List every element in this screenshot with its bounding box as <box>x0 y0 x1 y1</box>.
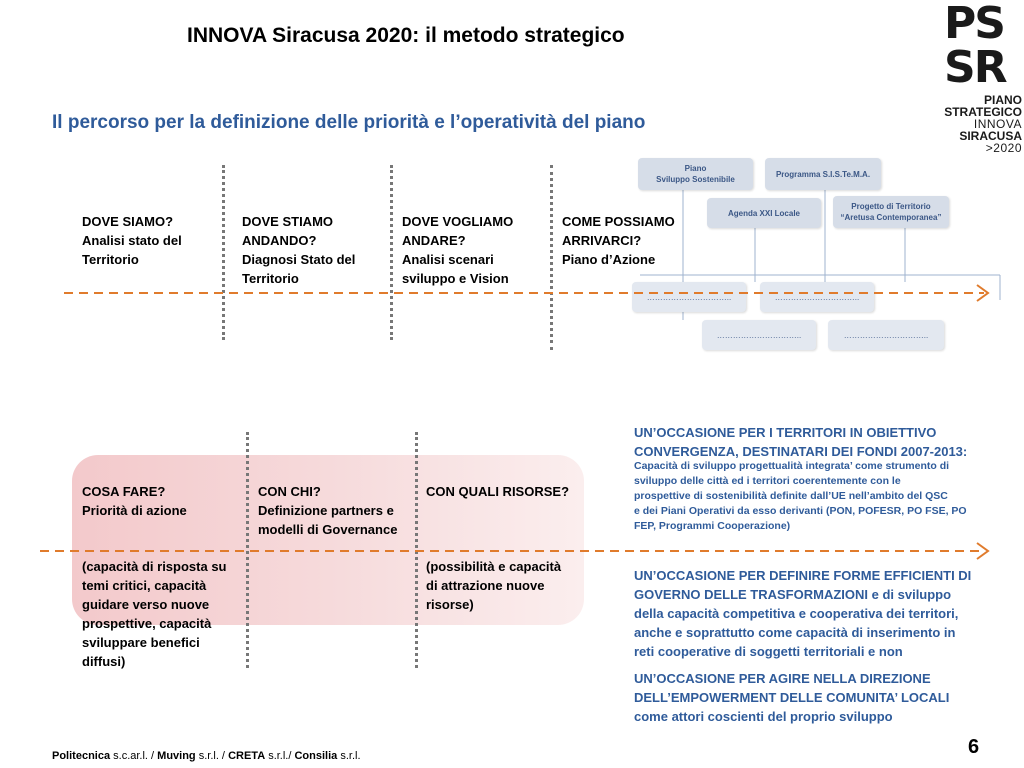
diagram-box-line: Sviluppo Sostenibile <box>656 175 735 184</box>
slide-subtitle: Il percorso per la definizione delle priorità e l’operatività del piano <box>52 112 646 133</box>
column-separator <box>550 165 553 350</box>
column-separator <box>390 165 393 340</box>
info-line: UN’OCCASIONE PER AGIRE NELLA DIREZIONE <box>634 671 931 686</box>
phase-line: Territorio <box>242 271 299 286</box>
info-block-empowerment <box>634 669 949 726</box>
logo-mark <box>944 2 1024 94</box>
phase-line: Diagnosi Stato del <box>242 252 356 267</box>
footer-company: Politecnica <box>52 750 111 762</box>
diagram-placeholder-box <box>632 282 746 312</box>
arrow-head <box>977 543 988 559</box>
note-line: (possibilità e capacità <box>426 559 562 574</box>
footer-text: s.r.l./ <box>265 750 295 762</box>
diagram-placeholder-text: ………………………….. <box>716 330 802 340</box>
diagram-box-line: Progetto di Territorio <box>851 202 931 211</box>
note-line: (capacità di risposta su <box>82 559 227 574</box>
phase-column-where-want <box>402 212 513 288</box>
footer-text: s.r.l. <box>337 750 361 762</box>
footer-company: Muving <box>157 750 196 762</box>
phase-line: Analisi stato del <box>82 233 182 248</box>
logo-text <box>944 94 1022 154</box>
diagram-box-sustainable-development <box>638 158 753 190</box>
column-separator <box>415 432 418 668</box>
logo-line: PIANO <box>983 93 1022 107</box>
action-line: CON CHI? <box>258 484 321 499</box>
info-line: e dei Piani Operativi da esso derivanti (PON, POFESR, PO FSE, PO <box>634 505 967 517</box>
note-line: di attrazione nuove <box>426 578 545 593</box>
phase-line: COME POSSIAMO <box>562 214 675 229</box>
phase-line: DOVE VOGLIAMO <box>402 214 514 229</box>
logo-line: >2020 <box>985 141 1022 155</box>
phase-line: sviluppo e Vision <box>402 271 509 286</box>
diagram-placeholder-box <box>760 282 874 312</box>
arrow-head <box>977 285 988 301</box>
action-note-resources <box>426 557 561 614</box>
footer-text: s.c.ar.l. / <box>110 750 158 762</box>
footer-text: s.r.l. / <box>195 750 229 762</box>
slide-title: INNOVA Siracusa 2020: il metodo strategico <box>187 24 625 47</box>
diagram-placeholder-text: ………………………….. <box>646 292 732 302</box>
logo-line: INNOVA <box>973 117 1022 131</box>
info-line: prospettive di sostenibilità definite dall’UE nell’ambito del QSC <box>634 490 948 502</box>
phase-line: Territorio <box>82 252 139 267</box>
action-line: CON QUALI RISORSE? <box>426 484 570 499</box>
footer-company: CRETA <box>228 750 266 762</box>
action-line: Priorità di azione <box>82 503 187 518</box>
phase-column-where-going <box>242 212 355 288</box>
diagram-box-agenda-xxi <box>707 198 821 228</box>
column-separator <box>246 432 249 668</box>
phase-line: DOVE STIAMO <box>242 214 334 229</box>
diagram-box-line: “Aretusa Contemporanea” <box>840 213 942 222</box>
footer-credits <box>52 750 361 762</box>
page-number: 6 <box>968 736 980 758</box>
note-line: prospettive, capacità <box>82 616 212 631</box>
phase-line: ANDARE? <box>402 233 466 248</box>
logo-mark-line: SR <box>944 42 1006 93</box>
phase-line: ARRIVARCI? <box>562 233 642 248</box>
info-line: della capacità competitiva e cooperativa dei territori, <box>634 606 959 621</box>
column-separator <box>222 165 225 340</box>
diagram-placeholder-box <box>828 320 944 350</box>
diagram-placeholder-text: ………………………….. <box>843 330 929 340</box>
phase-line: ANDANDO? <box>242 233 317 248</box>
diagram-placeholder-box <box>702 320 816 350</box>
diagram-placeholder-text: ………………………….. <box>774 292 860 302</box>
note-line: temi critici, capacità <box>82 578 207 593</box>
logo <box>944 0 1024 155</box>
info-line: DELL’EMPOWERMENT DELLE COMUNITA’ LOCALI <box>634 690 950 705</box>
action-line: modelli di Governance <box>258 522 398 537</box>
diagram-box-line: Piano <box>684 164 707 173</box>
note-line: sviluppare benefici <box>82 635 200 650</box>
phase-line: Piano d’Azione <box>562 252 656 267</box>
diagram-box-line: Programma S.I.S.Te.M.A. <box>775 169 871 179</box>
info-line: UN’OCCASIONE PER I TERRITORI IN OBIETTIVO <box>634 425 937 440</box>
logo-mark-line: PS <box>944 0 1004 49</box>
action-line: Definizione partners e <box>258 503 394 518</box>
footer-company: Consilia <box>294 750 338 762</box>
logo-line: SIRACUSA <box>959 129 1022 143</box>
info-line: GOVERNO DELLE TRASFORMAZIONI e di sviluppo <box>634 587 952 602</box>
info-body-convergence <box>634 459 967 534</box>
diagram-box-aretusa <box>833 196 949 228</box>
diagram-box-sistema <box>765 158 881 190</box>
info-line: FEP, Programmi Cooperazione) <box>634 520 791 532</box>
logo-line: STRATEGICO <box>944 105 1022 119</box>
diagram-box-line: Agenda XXI Locale <box>727 208 801 218</box>
info-line: UN’OCCASIONE PER DEFINIRE FORME EFFICIENTI DI <box>634 568 972 583</box>
action-column-who <box>258 482 397 539</box>
info-line: come attori coscienti del proprio sviluppo <box>634 709 893 724</box>
action-column-what <box>82 482 187 520</box>
info-heading-convergence <box>634 423 967 461</box>
action-line: COSA FARE? <box>82 484 166 499</box>
info-block-governance <box>634 566 971 661</box>
phase-column-how <box>562 212 675 269</box>
note-line: risorse) <box>426 597 474 612</box>
phase-line: DOVE SIAMO? <box>82 214 174 229</box>
action-note-capacity <box>82 557 227 671</box>
phase-line: Analisi scenari <box>402 252 494 267</box>
note-line: diffusi) <box>82 654 126 669</box>
info-line: CONVERGENZA, DESTINATARI DEI FONDI 2007-2013: <box>634 444 968 459</box>
action-column-resources <box>426 482 569 501</box>
info-line: anche e soprattutto come capacità di inserimento in <box>634 625 956 640</box>
info-line: Capacità di sviluppo progettualità integrata’ come strumento di <box>634 460 950 472</box>
note-line: guidare verso nuove <box>82 597 210 612</box>
info-line: reti cooperative di soggetti territoriali e non <box>634 644 903 659</box>
phase-column-where-are-we <box>82 212 182 269</box>
info-line: sviluppo delle città ed i territori coerentemente con le <box>634 475 901 487</box>
